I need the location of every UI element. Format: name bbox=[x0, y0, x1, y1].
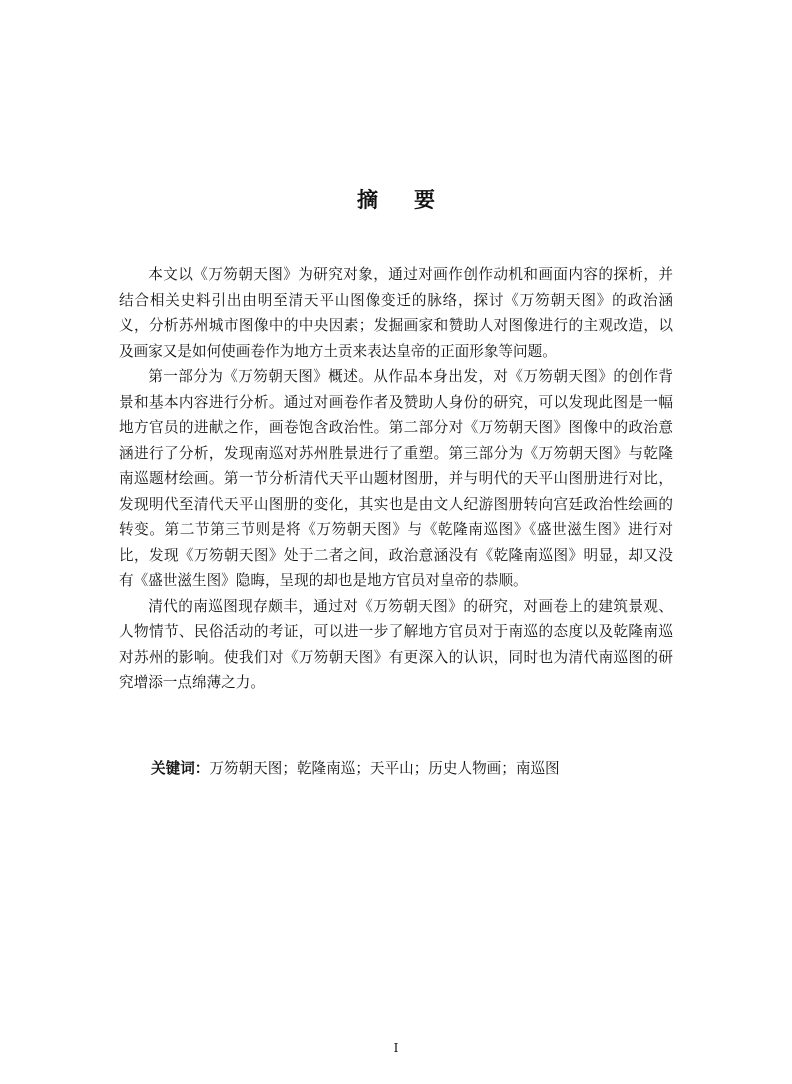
title-char-2: 要 bbox=[414, 188, 435, 212]
abstract-body bbox=[119, 262, 673, 696]
keywords-line bbox=[151, 756, 673, 782]
keywords-text: 万笏朝天图；乾隆南巡；天平山；历史人物画；南巡图 bbox=[209, 760, 560, 777]
abstract-paragraph-3: 清代的南巡图现存颇丰，通过对《万笏朝天图》的研究，对画卷上的建筑景观、人物情节、民俗活动的考证，可以进一步了解地方官员对于南巡的态度以及乾隆南巡对苏州的影响。使我们对《万笏朝天图》有更深入的认识，同时也为清代南巡图的研究增添一点绵薄之力。 bbox=[119, 597, 673, 691]
title-char-1: 摘 bbox=[357, 188, 378, 212]
page-number: I bbox=[393, 1041, 399, 1055]
abstract-paragraph-1: 本文以《万笏朝天图》为研究对象，通过对画作创作动机和画面内容的探析，并结合相关史料引出由明至清天平山图像变迁的脉络，探讨《万笏朝天图》的政治涵义，分析苏州城市图像中的中央因素；发掘画家和赞助人对图像进行的主观改造，以及画家又是如何使画卷作为地方土贡来表达皇帝的正面形象等问题。 bbox=[119, 266, 673, 360]
page-title bbox=[0, 186, 792, 214]
abstract-paragraph-2: 第一部分为《万笏朝天图》概述。从作品本身出发，对《万笏朝天图》的创作背景和基本内容进行分析。通过对画卷作者及赞助人身份的研究，可以发现此图是一幅地方官员的进献之作，画卷饱含政治性。第二部分对《万笏朝天图》图像中的政治意涵进行了分析，发现南巡对苏州胜景进行了重塑。第三部分为《万笏朝天图》与乾隆南巡题材绘画。第一节分析清代天平山题材图册，并与明代的天平山图册进行对比，发现明代至清代天平山图册的变化，其实也是由文人纪游图册转向宫廷政治性绘画的转变。第二节第三节则是将《万笏朝天图》与《乾隆南巡图》《盛世滋生图》进行对比，发现《万笏朝天图》处于二者之间，政治意涵没有《乾隆南巡图》明显，却又没有《盛世滋生图》隐晦，呈现的却也是地方官员对皇帝的恭顺。 bbox=[119, 368, 673, 589]
keywords-label: 关键词： bbox=[151, 760, 210, 777]
